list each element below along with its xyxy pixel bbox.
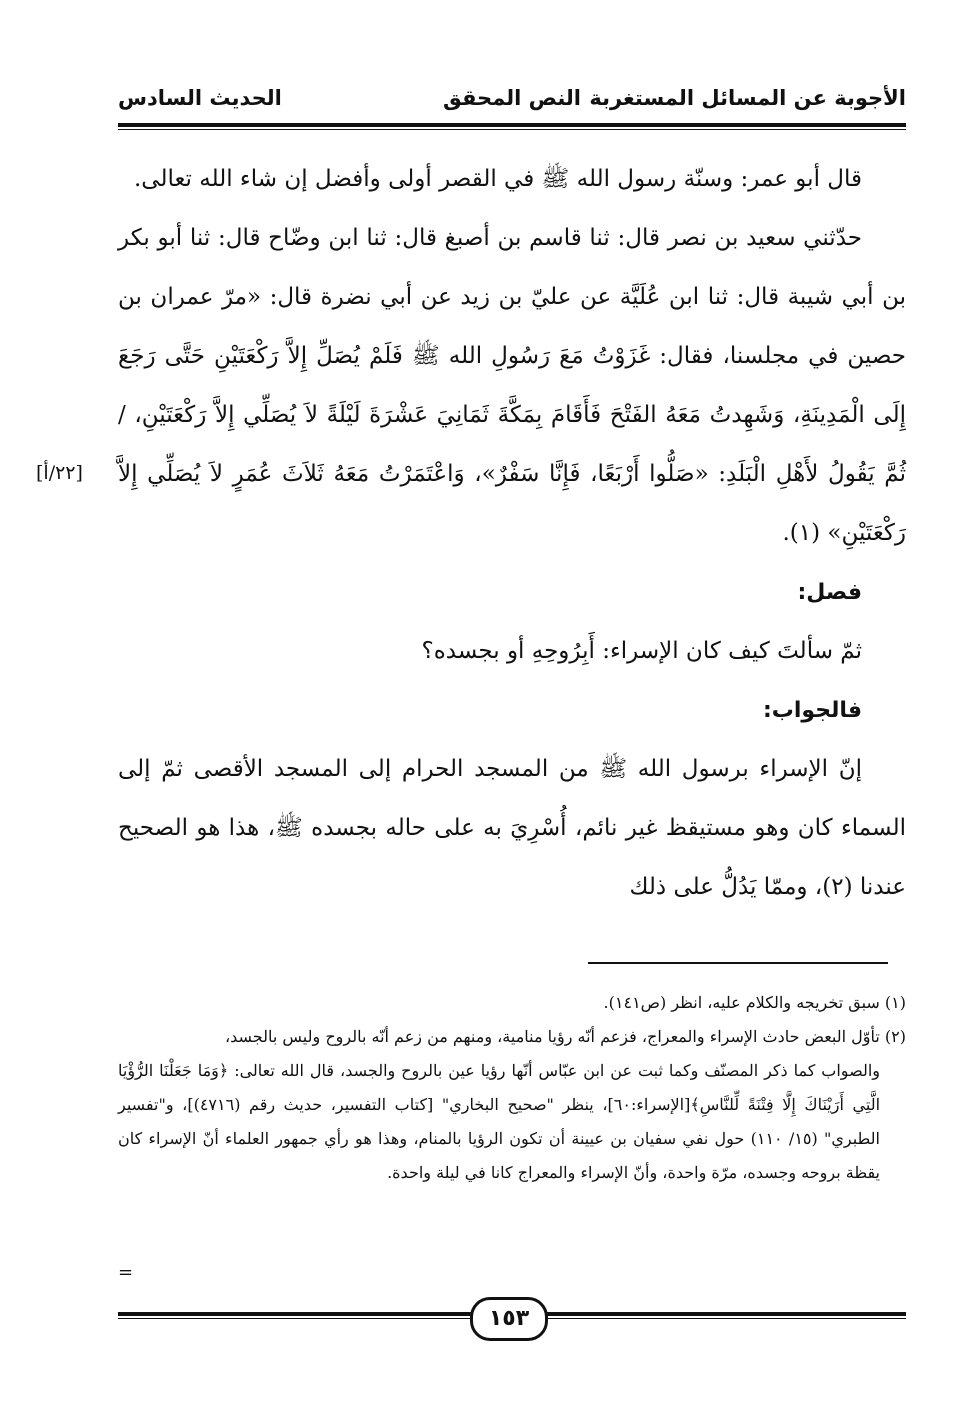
page-number: ١٥٣: [470, 1297, 548, 1341]
footnote-2-continuation: والصواب كما ذكر المصنّف وكما ثبت عن ابن عبّاس أنّها رؤيا عين بالروح والجسد، قال الله تعالى: ﴿وَمَا جَعَلْنَا الرُّؤْيَا الَّتِي أَرَيْنَاكَ إِلَّا فِتْنَةً لِّلنَّاسِ﴾[الإسراء:٦٠]، ينظر "صحيح البخاري" [كتاب التفسير، حديث رقم (٤٧١٦)]، و"تفسير الطبري" (١٥/ ١١٠) حول نفي سفيان بن عيينة أن تكون الرؤيا بالمنام، وهذا هو رأي جمهور العلماء أنّ الإسراء كان يقظة بروحه وجسده، مرّة واحدة، وأنّ الإسراء والمعراج كانا في ليلة واحدة.: [118, 1061, 881, 1182]
paragraph-hadith-isnad: حدّثني سعيد بن نصر قال: ثنا قاسم بن أصبغ قال: ثنا ابن وضّاح قال: ثنا أبو بكر بن أبي شيبة قال: ثنا ابن عُلَيَّة عن عليّ بن زيد عن أبي نضرة قال: «مرّ عمران بن حصين في مجلسنا، فقال: غَزَوْتُ مَعَ رَسُولِ الله ﷺ فَلَمْ يُصَلِّ إِلاَّ رَكْعَتَيْنِ حَتَّى رَجَعَ إِلَى الْمَدِينَةِ، وَشَهِدتُ مَعَهُ الفَتْحَ فَأَقَامَ بِمَكَّةَ ثَمَانِيَ عَشْرَةَ لَيْلَةً لاَ يُصَلِّي إِلاَّ رَكْعَتَيْنِ، / ثُمَّ يَقُولُ لأَهْلِ الْبَلَدِ: «صَلُّوا أَرْبَعًا، فَإِنَّا سَفْرٌ»، وَاعْتَمَرْتُ مَعَهُ ثَلاَثَ عُمَرٍ لاَ يُصَلِّي إِلاَّ رَكْعَتَيْنِ» (١).: [118, 225, 906, 546]
heading-answer: فالجواب:: [762, 698, 862, 723]
main-text: [118, 150, 906, 917]
margin-folio-reference: [٢٢/أ]: [36, 462, 83, 484]
header-rule-thin: [118, 129, 906, 130]
paragraph-question: ثمّ سألتَ كيف كان الإسراء: أَبِرُوحِهِ أو بجسده؟: [421, 638, 862, 664]
header-rule-thick: [118, 123, 906, 127]
footnote-1: (١) سبق تخريجه والكلام عليه، انظر (ص١٤١).: [603, 993, 906, 1012]
heading-fasl: فصل:: [797, 580, 862, 605]
running-header: [118, 84, 906, 120]
header-book-title: الأجوبة عن المسائل المستغربة: [589, 86, 906, 110]
header-hadith-title: الحديث السادس: [118, 86, 282, 110]
footnote-2-first-line: (٢) تأوّل البعض حادث الإسراء والمعراج، فزعم أنّه رؤيا منامية، ومنهم من زعم أنّه بالروح وليس بالجسد،: [224, 1027, 906, 1046]
paragraph-abu-umar: قال أبو عمر: وسنّة رسول الله ﷺ في القصر أولى وأفضل إن شاء الله تعالى.: [133, 166, 862, 192]
footnotes: [118, 986, 906, 1190]
paragraph-answer: إنّ الإسراء برسول الله ﷺ من المسجد الحرام إلى المسجد الأقصى ثمّ إلى السماء كان وهو مستيقظ غير نائم، أُسْرِيَ به على حاله بجسده ﷺ، هذا هو الصحيح عندنا (٢)، وممّا يَدُلُّ على ذلك: [118, 756, 906, 900]
header-section-title: النص المحقق: [443, 86, 581, 110]
footnote-separator: [588, 962, 888, 964]
footnote-continuation-mark: =: [118, 1262, 134, 1283]
